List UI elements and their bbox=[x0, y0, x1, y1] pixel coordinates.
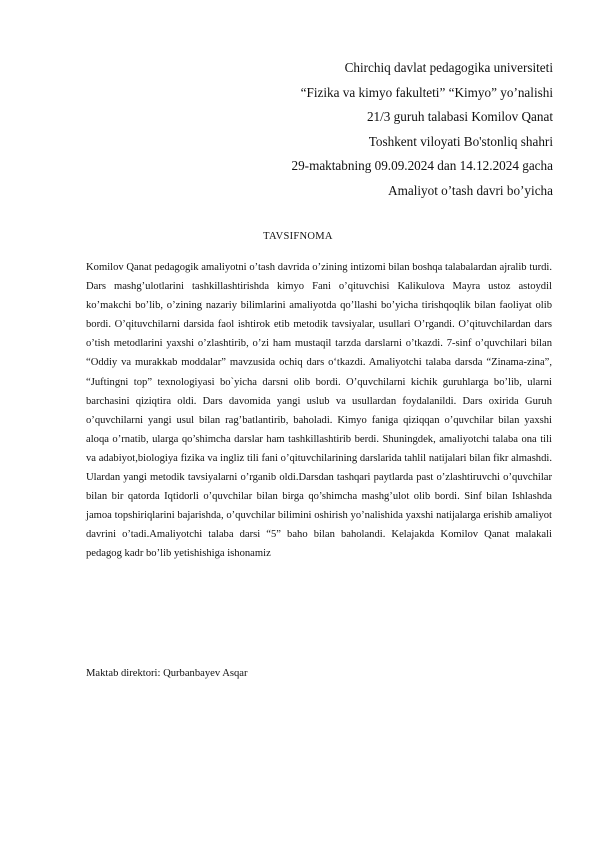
header-university: Chirchiq davlat pedagogika universiteti bbox=[344, 60, 553, 75]
document-body: Komilov Qanat pedagogik amaliyotni o’tash davrida o’zining intizomi bilan boshqa talabalardan ajralib turdi. Dars mashg’ulotlarini tashkillashtirishda kimyo Fani o’qituvchisi Kalikulova Mayra ustoz astoydil ko’makchi bo’lib, o’zining nazariy bilimlarini amaliyotda qo’llashi bo’yicha tirishqoqlik bilan faoliyat olib bordi. O’qituvchilarni darsida faol ishtirok etib metodik tavsiyalar, usullari O’rgandi. O’qituvchilardan dars o’tish metodlarini yaxshi o’zlashtirib, o’zi ham mustaqil tarzda darslarni o’tkazdi. 7-sinf o’quvchilari bilan “Oddiy va murakkab moddalar” mavzusida ochiq dars o‘tkazdi. Amaliyotchi talaba darsda “Zinama-zina”, “Juftingni top” texnologiyasi bo`yicha darsni olib bordi. O’quvchilarni kichik guruhlarga bo’lib, ularni barchasini qiziqtira oldi. Dars davomida yangi uslub va usullardan foydalanildi. Dars oxirida Guruh o’quvchilarni yangi usul bilan rag’batlantirib, baholadi. Kimyo faniga qiziqqan o’quvchilar bilan yaxshi aloqa o’rnatib, ularga qo’shimcha darslar ham tashkillashtirib berdi. Shuningdek, amaliyotchi talaba ona tili va adabiyot,biologiya fizika va ingliz tili fani o’qituvchilarining darslarida tahlil natijalari bilan fikr almashdi. Ulardan yangi metodik tavsiyalarni o’rganib oldi.Darsdan tashqari paytlarda past o’zlashtiruvchi o’quvchilar bilan bir qatorda Iqtidorli o’quvchilar bilan birga qo’shimcha mashg’ulot olib bordi. Sinf bilan Ishlashda jamoa topshiriqlarini bajarishda, o’quvchilar bilimini oshirish yo’nalishida yaxshi natijalarga erishib amaliyot davrini o’tadi.Amaliyotchi talaba darsi “5” baho bilan baholandi. Kelajakda Komilov Qanat malakali pedagog kadr bo’lib yetishishiga ishonamiz bbox=[86, 262, 552, 560]
header-region: Toshkent viloyati Bo'stonliq shahri bbox=[368, 133, 553, 149]
document-header bbox=[133, 56, 553, 204]
header-school-dates: 29-maktabning 09.09.2024 dan 14.12.2024 gacha bbox=[291, 158, 553, 174]
director-signature-line: Maktab direktori: Qurbanbayev Asqar bbox=[86, 668, 248, 679]
header-practice-period: Amaliyot o’tash davri bo’yicha bbox=[388, 182, 553, 198]
header-faculty: “Fizika va kimyo fakulteti” “Kimyo” yo’nalishi bbox=[300, 84, 553, 100]
document-title: TAVSIFNOMA bbox=[263, 231, 333, 242]
header-student-group: 21/3 guruh talabasi Komilov Qanat bbox=[366, 109, 553, 125]
